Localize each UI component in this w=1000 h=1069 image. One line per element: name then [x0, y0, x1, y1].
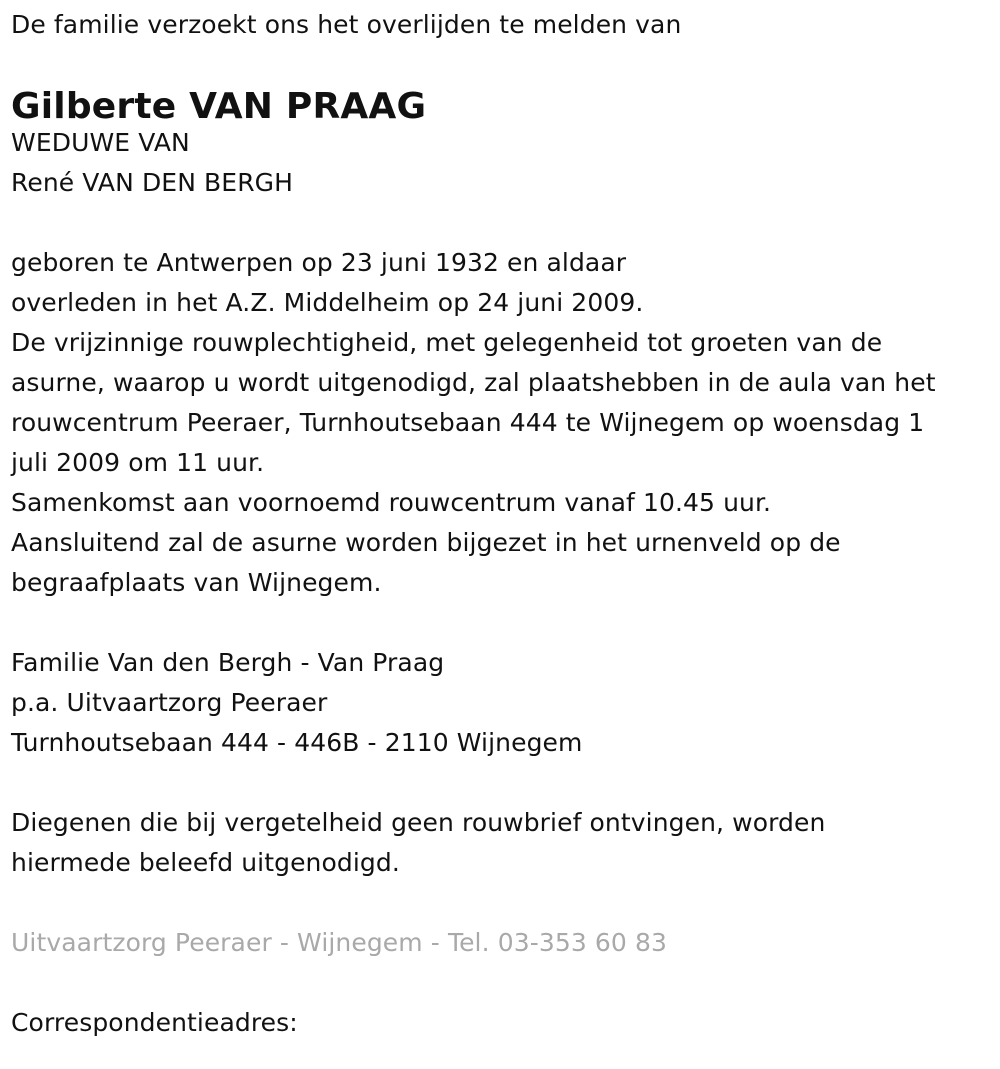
notice-line: hiermede beleefd uitgenodigd.	[11, 848, 400, 877]
family-block	[11, 643, 996, 763]
spacer	[11, 883, 996, 923]
details-line: asurne, waarop u wordt uitgenodigd, zal plaatshebben in de aula van het	[11, 368, 936, 397]
relation-label: WEDUWE VAN	[11, 128, 190, 157]
spacer	[11, 203, 996, 243]
details-line: overleden in het A.Z. Middelheim op 24 juni 2009.	[11, 288, 644, 317]
details-line: Aansluitend zal de asurne worden bijgezet in het urnenveld op de	[11, 528, 841, 557]
death-notice	[11, 0, 996, 1043]
notice-line: Diegenen die bij vergetelheid geen rouwbrief ontvingen, worden	[11, 808, 826, 837]
details-line: geboren te Antwerpen op 23 juni 1932 en aldaar	[11, 248, 627, 277]
deceased-name: Gilberte VAN PRAAG	[11, 86, 427, 127]
details-paragraph	[11, 243, 996, 603]
details-line: De vrijzinnige rouwplechtigheid, met gelegenheid tot groeten van de	[11, 328, 883, 357]
details-line: begraafplaats van Wijnegem.	[11, 568, 382, 597]
details-line: rouwcentrum Peeraer, Turnhoutsebaan 444 te Wijnegem op woensdag 1	[11, 408, 925, 437]
details-line: Samenkomst aan voornoemd rouwcentrum vanaf 10.45 uur.	[11, 488, 772, 517]
spacer	[11, 963, 996, 1003]
funeral-home-contact: Uitvaartzorg Peeraer - Wijnegem - Tel. 03-353 60 83	[11, 928, 667, 957]
spacer	[11, 603, 996, 643]
spouse-name: René VAN DEN BERGH	[11, 168, 294, 197]
details-line: juli 2009 om 11 uur.	[11, 448, 265, 477]
family-line: Turnhoutsebaan 444 - 446B - 2110 Wijnegem	[11, 728, 583, 757]
spacer	[11, 763, 996, 803]
family-line: p.a. Uitvaartzorg Peeraer	[11, 688, 328, 717]
family-line: Familie Van den Bergh - Van Praag	[11, 648, 445, 677]
notice-paragraph	[11, 803, 996, 883]
spacer	[11, 45, 996, 84]
correspondence-label: Correspondentieadres:	[11, 1008, 298, 1037]
intro-text: De familie verzoekt ons het overlijden te melden van	[11, 10, 682, 39]
